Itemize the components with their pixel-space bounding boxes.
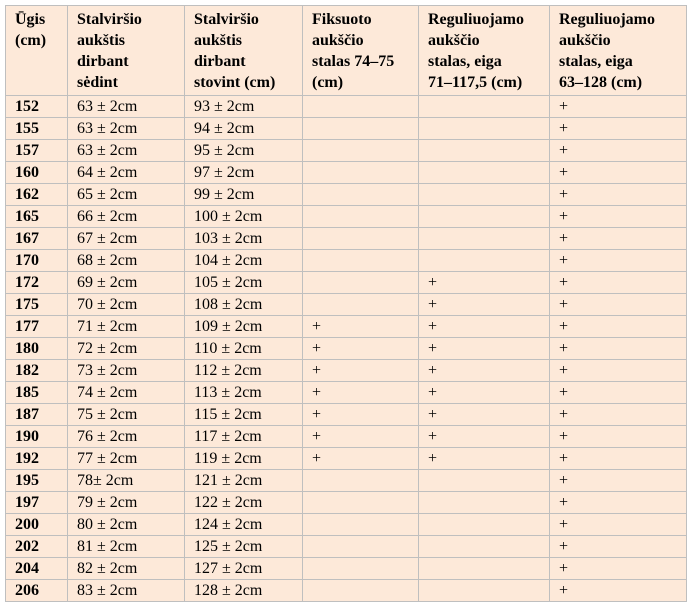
adjustable-63-128-cell: +: [550, 162, 687, 184]
table-row: [6, 448, 687, 470]
fixed-desk-cell: [303, 206, 419, 228]
table-row: [6, 316, 687, 338]
fixed-desk-cell: [303, 140, 419, 162]
sitting-height-cell: 80 ± 2cm: [68, 514, 185, 536]
adjustable-63-128-cell: +: [550, 382, 687, 404]
height-cell: 200: [6, 514, 68, 536]
standing-height-cell: 112 ± 2cm: [185, 360, 303, 382]
fixed-desk-cell: +: [303, 382, 419, 404]
height-cell: 182: [6, 360, 68, 382]
header-line: sėdint: [77, 74, 118, 91]
adjustable-71-117-cell: +: [419, 294, 550, 316]
header-line: stalas 74–75: [312, 53, 395, 70]
fixed-desk-cell: [303, 514, 419, 536]
header-line: aukščio: [312, 32, 364, 49]
sitting-height-cell: 71 ± 2cm: [68, 316, 185, 338]
height-cell: 157: [6, 140, 68, 162]
height-cell: 180: [6, 338, 68, 360]
adjustable-63-128-cell: +: [550, 250, 687, 272]
standing-height-cell: 117 ± 2cm: [185, 426, 303, 448]
header-line: (cm): [312, 74, 344, 91]
header-line: Reguliuojamo: [559, 11, 655, 28]
adjustable-63-128-cell: +: [550, 492, 687, 514]
table-row: [6, 228, 687, 250]
table-row: [6, 338, 687, 360]
header-line: dirbant: [194, 53, 246, 70]
standing-height-cell: 124 ± 2cm: [185, 514, 303, 536]
sitting-height-cell: 69 ± 2cm: [68, 272, 185, 294]
standing-height-cell: 93 ± 2cm: [185, 96, 303, 118]
header-line: aukščio: [428, 32, 480, 49]
adjustable-63-128-cell: +: [550, 96, 687, 118]
adjustable-63-128-cell: +: [550, 514, 687, 536]
height-cell: 197: [6, 492, 68, 514]
table-row: [6, 272, 687, 294]
standing-height-cell: 95 ± 2cm: [185, 140, 303, 162]
height-cell: 162: [6, 184, 68, 206]
height-cell: 167: [6, 228, 68, 250]
sitting-height-cell: 83 ± 2cm: [68, 580, 185, 602]
adjustable-63-128-cell: +: [550, 206, 687, 228]
adjustable-71-117-cell: [419, 162, 550, 184]
fixed-desk-cell: +: [303, 360, 419, 382]
standing-height-cell: 115 ± 2cm: [185, 404, 303, 426]
height-cell: 190: [6, 426, 68, 448]
standing-height-cell: 121 ± 2cm: [185, 470, 303, 492]
table-row: [6, 492, 687, 514]
adjustable-63-128-cell: +: [550, 228, 687, 250]
fixed-desk-cell: [303, 536, 419, 558]
standing-height-cell: 99 ± 2cm: [185, 184, 303, 206]
standing-height-cell: 109 ± 2cm: [185, 316, 303, 338]
adjustable-71-117-cell: +: [419, 360, 550, 382]
adjustable-63-128-cell: +: [550, 316, 687, 338]
sitting-height-cell: 78± 2cm: [68, 470, 185, 492]
sitting-height-cell: 81 ± 2cm: [68, 536, 185, 558]
fixed-desk-cell: [303, 162, 419, 184]
adjustable-71-117-cell: [419, 558, 550, 580]
header-line: Ūgis: [15, 11, 46, 28]
header-line: 63–128 (cm): [559, 74, 643, 91]
adjustable-63-128-cell: +: [550, 184, 687, 206]
header-line: 71–117,5 (cm): [428, 74, 523, 91]
sitting-height-cell: 75 ± 2cm: [68, 404, 185, 426]
height-cell: 192: [6, 448, 68, 470]
fixed-desk-cell: +: [303, 404, 419, 426]
adjustable-71-117-cell: +: [419, 316, 550, 338]
standing-height-cell: 122 ± 2cm: [185, 492, 303, 514]
height-cell: 175: [6, 294, 68, 316]
sitting-height-cell: 76 ± 2cm: [68, 426, 185, 448]
header-line: aukštis: [77, 32, 126, 49]
header-line: aukštis: [194, 32, 243, 49]
header-line: stalas, eiga: [559, 53, 633, 70]
table-row: [6, 426, 687, 448]
height-cell: 172: [6, 272, 68, 294]
table-row: [6, 140, 687, 162]
adjustable-71-117-cell: +: [419, 404, 550, 426]
sitting-desk-height-header: [68, 6, 185, 96]
adjustable-desk-71-117-header: [419, 6, 550, 96]
sitting-height-cell: 74 ± 2cm: [68, 382, 185, 404]
height-cell: 170: [6, 250, 68, 272]
height-cell: 187: [6, 404, 68, 426]
adjustable-63-128-cell: +: [550, 558, 687, 580]
fixed-desk-cell: [303, 272, 419, 294]
adjustable-71-117-cell: [419, 470, 550, 492]
table-row: [6, 184, 687, 206]
fixed-desk-cell: [303, 294, 419, 316]
adjustable-71-117-cell: [419, 140, 550, 162]
adjustable-63-128-cell: +: [550, 140, 687, 162]
adjustable-71-117-cell: [419, 184, 550, 206]
adjustable-63-128-cell: +: [550, 294, 687, 316]
adjustable-71-117-cell: [419, 206, 550, 228]
standing-height-cell: 113 ± 2cm: [185, 382, 303, 404]
fixed-desk-cell: +: [303, 316, 419, 338]
height-cell: 165: [6, 206, 68, 228]
header-line: stalas, eiga: [428, 53, 502, 70]
table-row: [6, 360, 687, 382]
adjustable-71-117-cell: [419, 96, 550, 118]
height-cell: 152: [6, 96, 68, 118]
header-line: Stalviršio: [194, 11, 259, 28]
height-cell: 202: [6, 536, 68, 558]
fixed-desk-cell: [303, 470, 419, 492]
table-row: [6, 470, 687, 492]
desk-height-table: [5, 5, 687, 602]
adjustable-71-117-cell: [419, 536, 550, 558]
adjustable-71-117-cell: [419, 492, 550, 514]
table-row: [6, 162, 687, 184]
header-line: Fiksuoto: [312, 11, 372, 28]
standing-height-cell: 128 ± 2cm: [185, 580, 303, 602]
table-row: [6, 294, 687, 316]
height-cell: 177: [6, 316, 68, 338]
adjustable-71-117-cell: [419, 228, 550, 250]
adjustable-71-117-cell: +: [419, 382, 550, 404]
sitting-height-cell: 73 ± 2cm: [68, 360, 185, 382]
sitting-height-cell: 64 ± 2cm: [68, 162, 185, 184]
height-column-header: [6, 6, 68, 96]
header-line: stovint (cm): [194, 74, 276, 91]
standing-height-cell: 125 ± 2cm: [185, 536, 303, 558]
sitting-height-cell: 68 ± 2cm: [68, 250, 185, 272]
table-row: [6, 118, 687, 140]
header-line: Reguliuojamo: [428, 11, 524, 28]
adjustable-71-117-cell: [419, 118, 550, 140]
standing-height-cell: 110 ± 2cm: [185, 338, 303, 360]
header-row: [6, 6, 687, 96]
adjustable-71-117-cell: +: [419, 426, 550, 448]
adjustable-desk-63-128-header: [550, 6, 687, 96]
adjustable-63-128-cell: +: [550, 536, 687, 558]
adjustable-63-128-cell: +: [550, 360, 687, 382]
fixed-desk-header: [303, 6, 419, 96]
fixed-desk-cell: [303, 96, 419, 118]
sitting-height-cell: 79 ± 2cm: [68, 492, 185, 514]
adjustable-63-128-cell: +: [550, 470, 687, 492]
sitting-height-cell: 72 ± 2cm: [68, 338, 185, 360]
standing-height-cell: 94 ± 2cm: [185, 118, 303, 140]
sitting-height-cell: 63 ± 2cm: [68, 96, 185, 118]
adjustable-63-128-cell: +: [550, 448, 687, 470]
height-cell: 160: [6, 162, 68, 184]
table-row: [6, 404, 687, 426]
header-line: aukščio: [559, 32, 611, 49]
fixed-desk-cell: [303, 184, 419, 206]
sitting-height-cell: 65 ± 2cm: [68, 184, 185, 206]
header-line: Stalviršio: [77, 11, 142, 28]
adjustable-71-117-cell: +: [419, 272, 550, 294]
height-cell: 195: [6, 470, 68, 492]
sitting-height-cell: 66 ± 2cm: [68, 206, 185, 228]
standing-height-cell: 127 ± 2cm: [185, 558, 303, 580]
table-row: [6, 382, 687, 404]
table-row: [6, 514, 687, 536]
standing-height-cell: 119 ± 2cm: [185, 448, 303, 470]
sitting-height-cell: 67 ± 2cm: [68, 228, 185, 250]
adjustable-71-117-cell: +: [419, 448, 550, 470]
fixed-desk-cell: [303, 558, 419, 580]
standing-desk-height-header: [185, 6, 303, 96]
height-cell: 204: [6, 558, 68, 580]
height-cell: 206: [6, 580, 68, 602]
table-row: [6, 580, 687, 602]
fixed-desk-cell: [303, 580, 419, 602]
adjustable-71-117-cell: [419, 580, 550, 602]
standing-height-cell: 105 ± 2cm: [185, 272, 303, 294]
table-body: [6, 96, 687, 602]
height-cell: 155: [6, 118, 68, 140]
height-cell: 185: [6, 382, 68, 404]
adjustable-71-117-cell: [419, 514, 550, 536]
adjustable-63-128-cell: +: [550, 580, 687, 602]
sitting-height-cell: 63 ± 2cm: [68, 118, 185, 140]
table-row: [6, 250, 687, 272]
adjustable-63-128-cell: +: [550, 272, 687, 294]
adjustable-63-128-cell: +: [550, 118, 687, 140]
sitting-height-cell: 82 ± 2cm: [68, 558, 185, 580]
sitting-height-cell: 70 ± 2cm: [68, 294, 185, 316]
standing-height-cell: 100 ± 2cm: [185, 206, 303, 228]
sitting-height-cell: 63 ± 2cm: [68, 140, 185, 162]
header-line: dirbant: [77, 53, 129, 70]
standing-height-cell: 97 ± 2cm: [185, 162, 303, 184]
table-row: [6, 206, 687, 228]
standing-height-cell: 104 ± 2cm: [185, 250, 303, 272]
table-row: [6, 536, 687, 558]
standing-height-cell: 108 ± 2cm: [185, 294, 303, 316]
fixed-desk-cell: +: [303, 426, 419, 448]
fixed-desk-cell: [303, 492, 419, 514]
header-line: (cm): [15, 32, 47, 49]
fixed-desk-cell: [303, 228, 419, 250]
table-row: [6, 558, 687, 580]
table-row: [6, 96, 687, 118]
fixed-desk-cell: +: [303, 448, 419, 470]
adjustable-71-117-cell: +: [419, 338, 550, 360]
fixed-desk-cell: +: [303, 338, 419, 360]
adjustable-71-117-cell: [419, 250, 550, 272]
fixed-desk-cell: [303, 118, 419, 140]
adjustable-63-128-cell: +: [550, 404, 687, 426]
adjustable-63-128-cell: +: [550, 338, 687, 360]
adjustable-63-128-cell: +: [550, 426, 687, 448]
standing-height-cell: 103 ± 2cm: [185, 228, 303, 250]
sitting-height-cell: 77 ± 2cm: [68, 448, 185, 470]
fixed-desk-cell: [303, 250, 419, 272]
